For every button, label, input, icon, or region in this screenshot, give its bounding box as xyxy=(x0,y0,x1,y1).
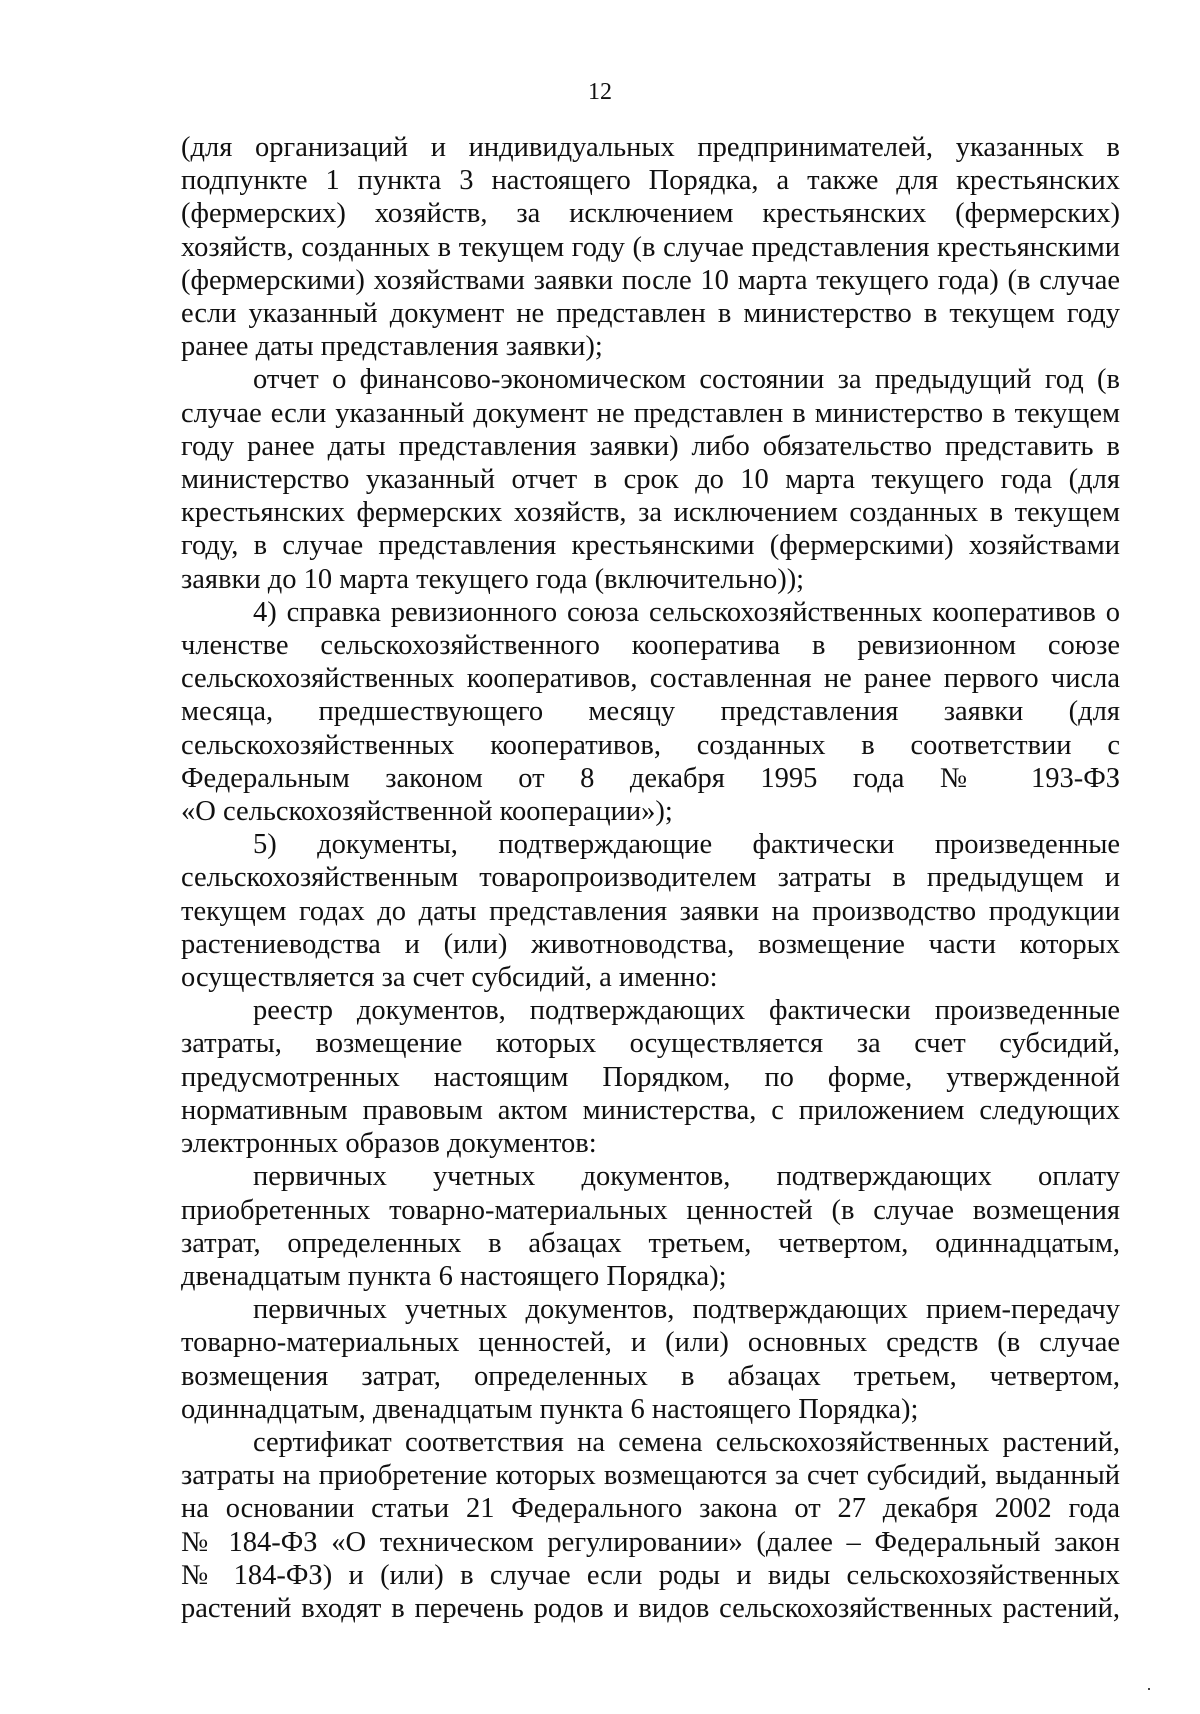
text-line: заявки до 10 марта текущего года (включительно)); xyxy=(181,563,805,595)
text-line: (фермерскими) хозяйствами заявки после 10 марта текущего года) (в случае xyxy=(181,264,1120,296)
text-line: растениеводства и (или) животноводства, возмещение части которых xyxy=(181,928,1120,960)
text-line: нормативным правовым актом министерства, с приложением следующих xyxy=(181,1094,1120,1126)
paragraph-p1 xyxy=(181,131,1120,363)
paragraph-p6 xyxy=(181,1160,1120,1293)
paragraph-p5 xyxy=(181,994,1120,1160)
text-line: 5) документы, подтверждающие фактически произведенные xyxy=(253,829,1120,861)
text-line: ранее даты представления заявки); xyxy=(181,331,603,363)
text-line: случае если указанный документ не представлен в министерство в текущем xyxy=(181,397,1120,429)
text-line: сельскохозяйственных кооперативов, составленная не ранее первого числа xyxy=(181,663,1120,695)
text-line: году, в случае представления крестьянскими (фермерскими) хозяйствами xyxy=(181,530,1120,562)
text-line: сельскохозяйственным товаропроизводителем затраты в предыдущем и xyxy=(181,862,1120,894)
text-line: затраты, возмещение которых осуществляется за счет субсидий, xyxy=(181,1028,1120,1060)
page-number: 12 xyxy=(588,79,612,105)
paragraph-p8 xyxy=(181,1426,1120,1625)
text-line: приобретенных товарно-материальных ценностей (в случае возмещения xyxy=(181,1194,1120,1226)
text-line: сертификат соответствия на семена сельскохозяйственных растений, xyxy=(253,1426,1120,1458)
text-line: отчет о финансово-экономическом состоянии за предыдущий год (в xyxy=(253,364,1120,396)
text-line: товарно-материальных ценностей, и (или) основных средств (в случае xyxy=(181,1327,1120,1359)
text-line: первичных учетных документов, подтверждающих оплату xyxy=(253,1161,1120,1193)
scan-speck xyxy=(1148,1688,1150,1690)
text-line: месяца, предшествующего месяцу представления заявки (для xyxy=(181,696,1120,728)
document-body xyxy=(181,131,1120,1625)
text-line: (для организаций и индивидуальных предпринимателей, указанных в xyxy=(181,132,1120,163)
text-line: если указанный документ не представлен в министерство в текущем году xyxy=(181,298,1120,330)
text-line: двенадцатым пункта 6 настоящего Порядка); xyxy=(181,1260,727,1292)
text-line: текущем годах до даты представления заявки на производство продукции xyxy=(181,895,1120,927)
paragraph-p2 xyxy=(181,363,1120,595)
text-line: году ранее даты представления заявки) либо обязательство представить в xyxy=(181,430,1120,462)
text-line: затраты на приобретение которых возмещаются за счет субсидий, выданный xyxy=(181,1460,1120,1492)
text-line: на основании статьи 21 Федерального закона от 27 декабря 2002 года xyxy=(181,1493,1120,1525)
text-line: возмещения затрат, определенных в абзацах третьем, четвертом, xyxy=(181,1360,1120,1392)
text-line: 4) справка ревизионного союза сельскохозяйственных кооперативов о xyxy=(253,596,1120,628)
text-line: крестьянских фермерских хозяйств, за исключением созданных в текущем xyxy=(181,497,1120,529)
text-line: затрат, определенных в абзацах третьем, четвертом, одиннадцатым, xyxy=(181,1227,1120,1259)
text-line: осуществляется за счет субсидий, а именно: xyxy=(181,962,718,994)
text-line: «О сельскохозяйственной кооперации»); xyxy=(181,796,673,828)
text-line: № 184-ФЗ «О техническом регулировании» (далее – Федеральный закон xyxy=(181,1526,1120,1558)
text-line: членстве сельскохозяйственного кооператива в ревизионном союзе xyxy=(181,630,1120,662)
text-line: сельскохозяйственных кооперативов, созданных в соответствии с xyxy=(181,729,1120,761)
text-line: Федеральным законом от 8 декабря 1995 года № 193-ФЗ xyxy=(181,762,1120,794)
text-line: № 184-ФЗ) и (или) в случае если роды и виды сельскохозяйственных xyxy=(181,1559,1120,1591)
paragraph-p4 xyxy=(181,828,1120,994)
text-line: подпункте 1 пункта 3 настоящего Порядка, а также для крестьянских xyxy=(181,165,1120,197)
text-line: одиннадцатым, двенадцатым пункта 6 настоящего Порядка); xyxy=(181,1393,919,1425)
text-line: электронных образов документов: xyxy=(181,1128,597,1160)
text-line: предусмотренных настоящим Порядком, по форме, утвержденной xyxy=(181,1061,1120,1093)
text-line: министерство указанный отчет в срок до 10 марта текущего года (для xyxy=(181,464,1120,496)
paragraph-p3 xyxy=(181,596,1120,828)
text-line: реестр документов, подтверждающих фактически произведенные xyxy=(253,995,1120,1027)
text-line: растений входят в перечень родов и видов сельскохозяйственных растений, xyxy=(181,1592,1120,1624)
paragraph-p7 xyxy=(181,1293,1120,1426)
text-line: первичных учетных документов, подтверждающих прием-передачу xyxy=(253,1294,1120,1326)
text-line: хозяйств, созданных в текущем году (в случае представления крестьянскими xyxy=(181,231,1120,263)
text-line: (фермерских) хозяйств, за исключением крестьянских (фермерских) xyxy=(181,198,1120,230)
